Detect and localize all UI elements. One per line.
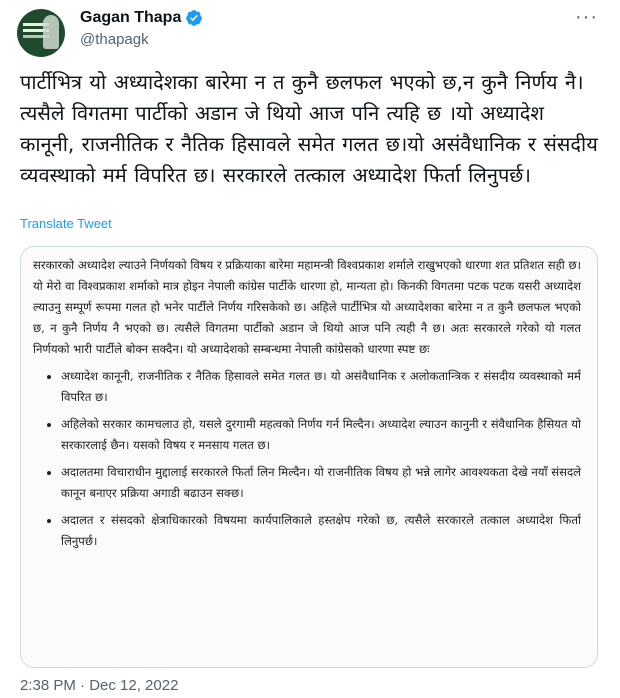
statement-bullet: • अदालत र संसदको क्षेत्राधिकारको विषयमा कार्यपालिकाले हस्तक्षेप गरेको छ, त्यसैले सरकारले तत्काल अध्यादेश फिर्ता लिनुपर्छ। [61,510,581,552]
avatar-portrait [43,15,59,49]
tweet-timestamp[interactable]: 2:38 PM · Dec 12, 2022 [20,677,179,694]
attached-image[interactable] [20,246,598,668]
display-name[interactable]: Gagan Thapa [80,9,182,26]
statement-bullet: • अदालतमा विचाराधीन मुद्दालाई सरकारले फिर्ता लिन मिल्दैन। यो राजनीतिक विषय हो भन्ने लागेर आवश्यकता देखे नयाँ संसदले कानून बनाएर प्रक्रिया अगाडी बढाउन सक्छ। [61,462,581,504]
verified-badge-icon [185,9,203,27]
press-statement-document [33,255,581,655]
user-handle[interactable]: @thapagk [80,31,149,48]
more-options-icon[interactable]: ··· [575,6,598,28]
author-name-row[interactable] [80,9,203,27]
tweet-text: पार्टीभित्र यो अध्यादेशका बारेमा न त कुनै छलफल भएको छ,न कुनै निर्णय नै।त्यसैले विगतमा पार्टीको अडान जे थियो आज पनि त्यहि छ ।यो अध्यादेश कानूनी, राजनीतिक र नैतिक हिसावले समेत गलत छ।यो असंवैधानिक र संसदीय व्यवस्थाको मर्म विपरित छ। सरकारले तत्काल अध्यादेश फिर्ता लिनुपर्छ। [20,70,598,187]
statement-bullet: • अध्यादेश कानूनी, राजनीतिक र नैतिक हिसावले समेत गलत छ। यो असंवैधानिक र अलोकतान्त्रिक र संसदीय व्यवस्थाको मर्म विपरित छ। [61,366,581,408]
avatar[interactable] [17,9,65,57]
statement-paragraph: सरकारको अध्यादेश ल्याउने निर्णयको विषय र प्रक्रियाका बारेमा महामन्त्री विश्वप्रकाश शर्माले राखुभएको धारणा शत प्रतिशत सही छ। यो मेरो वा विश्वप्रकाश शर्माको मात्र होइन नेपाली कांग्रेस पार्टीके धारणा हो, मान्यता हो। किनकी विगतमा पटक पटक यसरी अध्यादेश ल्याउनु सम्पूर्ण रूपमा गलत हो भनेर पार्टीले निर्णय गरिसकेको छ। अहिले पार्टीभित्र यो अध्यादेशका बारेमा न त कुनै छलफल भएको छ, न कुनै निर्णय नै भएको छ। त्यसैले विगतमा पार्टीको अडान जे थियो आज पनि त्यही नै छ। अतः सरकारले गरेको यो गलत निर्णयको भारी पार्टीले बोक्न सक्दैन। यो अध्यादेशको सम्बन्धमा नेपाली कांग्रेसको धारणा स्पष्ट छः [33,258,581,356]
statement-bullet: • अहिलेको सरकार कामचलाउ हो, यसले दुरगामी महत्वको निर्णय गर्न मिल्दैन। अध्यादेश ल्याउन कानुनी र संवैधानिक हैसियत यो सरकारलाई छैन। यसको विषय र मनसाय गलत छ। [61,414,581,456]
statement-bullet-list [33,366,581,552]
translate-tweet-link[interactable]: Translate Tweet [20,216,112,231]
